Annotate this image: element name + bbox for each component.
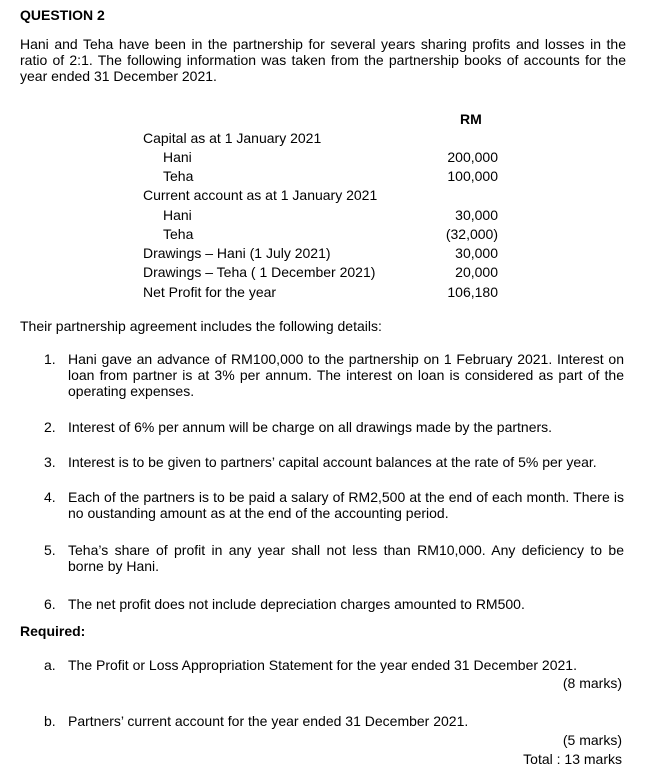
table-row-label: Teha <box>163 226 194 242</box>
table-row-label: Net Profit for the year <box>143 284 277 300</box>
table-row-label: Teha <box>163 168 194 184</box>
list-item-marker: 5. <box>44 542 56 558</box>
marks-label: (8 marks) <box>562 675 622 691</box>
marks-label: (5 marks) <box>562 732 622 748</box>
list-item: Hani gave an advance of RM100,000 to the partnership on 1 February 2021. Interest on loan from partner is at 3% per annum. The interest on loan is considered as part of the operating expenses. <box>68 351 624 399</box>
table-row-value: (32,000) <box>445 226 498 242</box>
list-item-marker: 4. <box>44 489 56 505</box>
table-row-label: Drawings – Teha ( 1 December 2021) <box>143 264 376 280</box>
list-item: Each of the partners is to be paid a salary of RM2,500 at the end of each month. There is no oustanding amount as at the end of the accounting period. <box>68 489 624 521</box>
total-marks: Total : 13 marks <box>523 751 622 767</box>
table-row-label: Hani <box>163 207 192 223</box>
list-item: Interest of 6% per annum will be charge on all drawings made by the partners. <box>68 419 553 435</box>
table-row-value: 100,000 <box>447 168 498 184</box>
table-row-label: Hani <box>163 149 192 165</box>
list-item-marker: 3. <box>44 454 56 470</box>
list-item: Interest is to be given to partners’ capital account balances at the rate of 5% per year. <box>68 454 597 470</box>
table-row-value: 106,180 <box>447 284 498 300</box>
question-title: QUESTION 2 <box>20 7 105 23</box>
table-row-value: 30,000 <box>455 207 498 223</box>
list-item: Teha’s share of profit in any year shall not less than RM10,000. Any deficiency to be borne by Hani. <box>68 542 624 574</box>
table-row-value: 200,000 <box>447 149 498 165</box>
table-row-label: Drawings – Hani (1 July 2021) <box>143 245 331 261</box>
currency-header: RM <box>460 111 482 127</box>
required-item-marker: a. <box>44 657 56 673</box>
table-row-value: 20,000 <box>455 264 498 280</box>
required-item: Partners’ current account for the year ended 31 December 2021. <box>68 713 469 729</box>
required-item-marker: b. <box>44 713 56 729</box>
table-row-label: Current account as at 1 January 2021 <box>143 187 378 203</box>
required-item: The Profit or Loss Appropriation Statement for the year ended 31 December 2021. <box>68 657 577 673</box>
intro-paragraph: Hani and Teha have been in the partnership for several years sharing profits and losses in the ratio of 2:1. The following information was taken from the partnership books of accounts for the year ended 31 December 2021. <box>20 36 626 84</box>
list-item-marker: 1. <box>44 351 56 367</box>
list-item-marker: 2. <box>44 419 56 435</box>
agreement-lead: Their partnership agreement includes the following details: <box>20 318 382 334</box>
table-row-value: 30,000 <box>455 245 498 261</box>
table-row-label: Capital as at 1 January 2021 <box>143 130 322 146</box>
list-item: The net profit does not include depreciation charges amounted to RM500. <box>68 596 525 612</box>
required-heading: Required: <box>20 623 86 639</box>
list-item-marker: 6. <box>44 596 56 612</box>
